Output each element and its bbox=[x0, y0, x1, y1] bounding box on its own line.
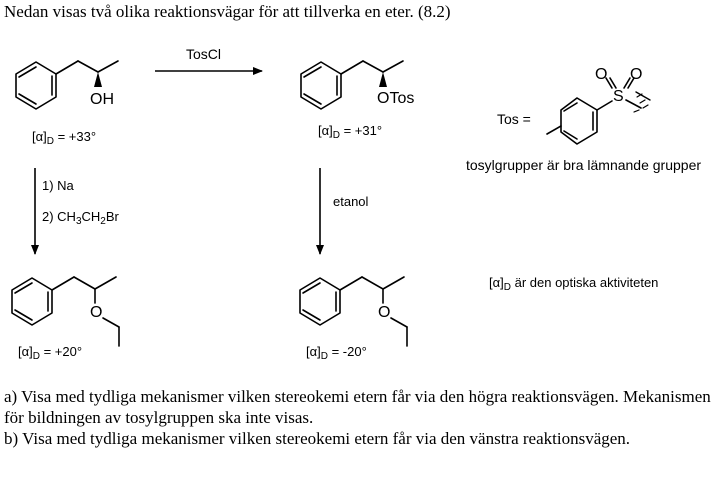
sulfonyl-oxygen-1: O bbox=[595, 66, 608, 83]
rotation-tosylate: $[\alpha]_D = +31^\circ$ bbox=[318, 123, 383, 141]
reagent-ethyl-bromide: 2) $CH_3CH_2Br$ bbox=[42, 209, 119, 227]
rotation-start: $[\alpha]_D = +33^\circ$ bbox=[32, 129, 97, 147]
problem-title: Nedan visas två olika reaktionsvägar för att tillverka en eter. (8.2) bbox=[4, 2, 451, 21]
reagent-ethanol: etanol bbox=[333, 194, 369, 209]
ether-right-structure bbox=[300, 277, 407, 346]
benzene-ring bbox=[16, 62, 56, 109]
rotation-ether-right: $[\alpha]_D = -20^\circ$ bbox=[306, 344, 367, 362]
tosyl-note: tosylgrupper är bra lämnande grupper bbox=[466, 157, 702, 173]
reagent-na: 1) Na bbox=[42, 178, 74, 193]
optical-activity-note: $[\alpha]_D$ är den optiska aktiviteten bbox=[489, 275, 659, 293]
wedge-bond bbox=[94, 72, 102, 87]
question-a: a) Visa med tydliga mekanismer vilken stereokemi etern får via den högra reaktionsvägen. Mekanismen för bildningen av tosylgruppen ska inte visas. bbox=[4, 387, 711, 427]
ether-oxygen-left: O bbox=[90, 304, 103, 321]
sulfonyl-oxygen-2: O bbox=[630, 66, 643, 83]
benzene-ring bbox=[12, 278, 52, 325]
question-b: b) Visa med tydliga mekanismer vilken stereokemi etern får via den vänstra reaktionsvägen. bbox=[4, 429, 631, 448]
hydroxyl-label: OH bbox=[90, 91, 114, 108]
rotation-ether-left: $[\alpha]_D = +20^\circ$ bbox=[18, 344, 83, 362]
benzene-ring bbox=[301, 62, 341, 109]
tos-equals-label: Tos = bbox=[497, 111, 531, 127]
otos-label: OTos bbox=[377, 90, 415, 107]
reagent-toscl: TosCl bbox=[186, 46, 222, 62]
ether-left-structure bbox=[12, 277, 119, 346]
ether-oxygen-right: O bbox=[378, 304, 391, 321]
sulfur-label: S bbox=[613, 88, 624, 105]
benzene-ring bbox=[561, 98, 597, 144]
wedge-bond bbox=[379, 72, 387, 87]
tos-definition-structure bbox=[547, 78, 650, 144]
questions bbox=[4, 386, 719, 449]
benzene-ring bbox=[300, 278, 340, 325]
